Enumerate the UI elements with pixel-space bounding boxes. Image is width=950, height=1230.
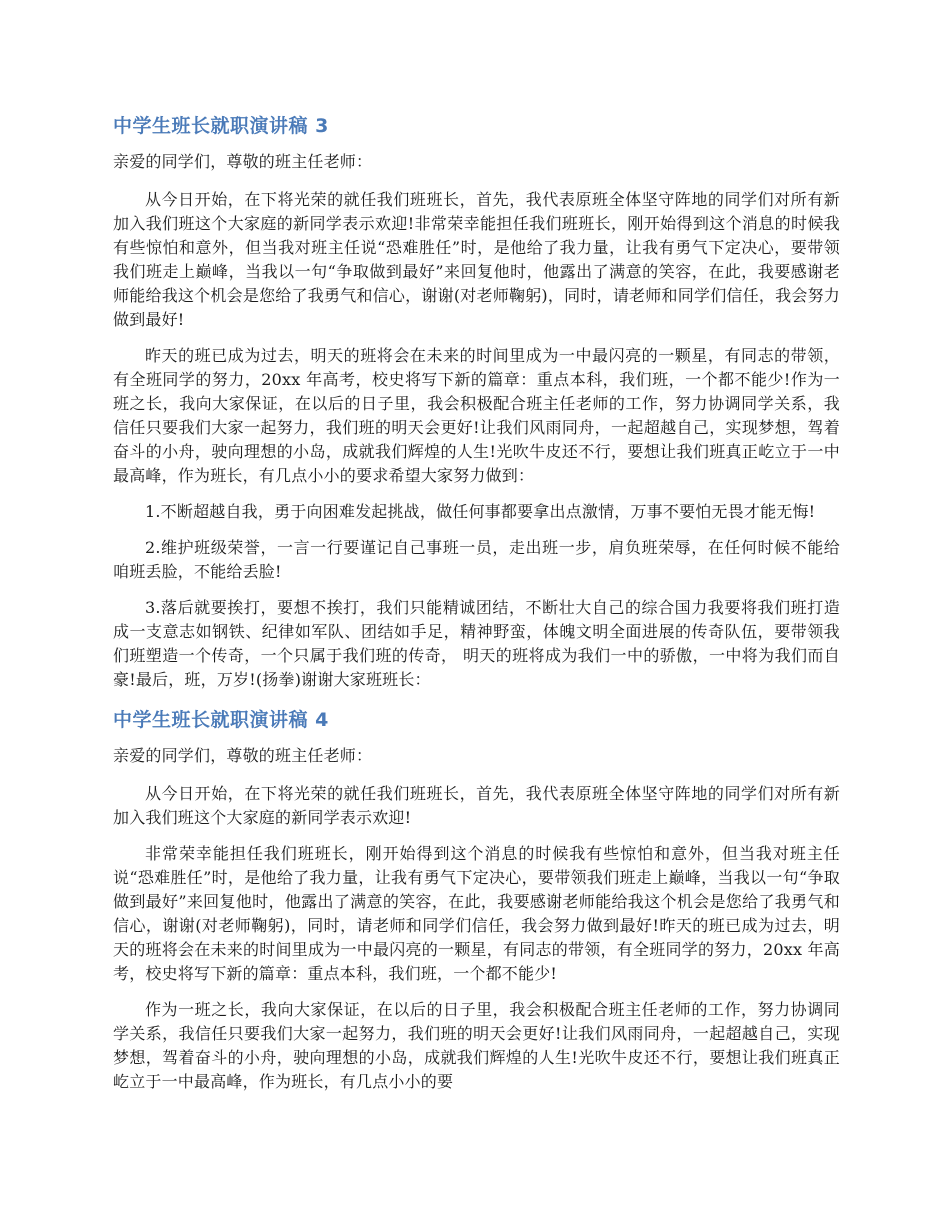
paragraph: 1.不断超越自我，勇于向困难发起挑战，做任何事都要拿出点激情，万事不要怕无畏才能无悔!	[145, 502, 816, 521]
document-page	[113, 112, 840, 1106]
paragraph: 2.维护班级荣誉，一言一行要谨记自己事班一员，走出班一步，肩负班荣辱，在任何时候不能给咱班丢脸，不能给丢脸!	[113, 538, 840, 581]
section-title: 中学生班长就职演讲稿 3	[113, 115, 329, 137]
paragraph: 从今日开始，在下将光荣的就任我们班班长，首先，我代表原班全体坚守阵地的同学们对所有新加入我们班这个大家庭的新同学表示欢迎!	[113, 784, 840, 827]
paragraph: 非常荣幸能担任我们班班长，刚开始得到这个消息的时候我有些惊怕和意外，但当我对班主任说“恐难胜任”时，是他给了我力量，让我有勇气下定决心，要带领我们班走上巅峰，当我以一句“争取做到最好”来回复他时，他露出了满意的笑容，在此，我要感谢老师能给我这个机会是您给了我勇气和信心，谢谢(对老师鞠躬)，同时，请老师和同学们信任，我会努力做到最好!昨天的班已成为过去，明天的班将会在未来的时间里成为一中最闪亮的一颗星，有同志的带领，有全班同学的努力，20xx 年高考，校史将写下新的篇章：重点本科，我们班，一个都不能少!	[113, 844, 840, 983]
paragraph: 作为一班之长，我向大家保证，在以后的日子里，我会积极配合班主任老师的工作，努力协调同学关系，我信任只要我们大家一起努力，我们班的明天会更好!让我们风雨同舟，一起超越自己，实现梦想，驾着奋斗的小舟，驶向理想的小岛，成就我们辉煌的人生!光吹牛皮还不行，要想让我们班真正屹立于一中最高峰，作为班长，有几点小小的要	[113, 1000, 840, 1091]
paragraph: 3.落后就要挨打，要想不挨打，我们只能精诚团结，不断壮大自己的综合国力我要将我们班打造成一支意志如钢铁、纪律如军队、团结如手足，精神野蛮，体魄文明全面进展的传奇队伍，要带领我们班塑造一个传奇，一个只属于我们班的传奇， 明天的班将成为我们一中的骄傲，一中将为我们而自豪!最后，班，万岁!(扬拳)谢谢大家班班长：	[113, 598, 840, 689]
speech-section-4	[113, 706, 840, 1094]
greeting: 亲爱的同学们，尊敬的班主任老师：	[113, 746, 373, 765]
greeting: 亲爱的同学们，尊敬的班主任老师：	[113, 152, 373, 171]
section-title: 中学生班长就职演讲稿 4	[113, 709, 329, 731]
paragraph: 从今日开始，在下将光荣的就任我们班班长，首先，我代表原班全体坚守阵地的同学们对所有新加入我们班这个大家庭的新同学表示欢迎!非常荣幸能担任我们班班长，刚开始得到这个消息的时候我有些惊怕和意外，但当我对班主任说“恐难胜任”时，是他给了我力量，让我有勇气下定决心，要带领我们班走上巅峰，当我以一句“争取做到最好”来回复他时，他露出了满意的笑容，在此，我要感谢老师能给我这个机会是您给了我勇气和信心，谢谢(对老师鞠躬)，同时，请老师和同学们信任，我会努力做到最好!	[113, 190, 840, 329]
paragraph: 昨天的班已成为过去，明天的班将会在未来的时间里成为一中最闪亮的一颗星，有同志的带领，有全班同学的努力，20xx 年高考，校史将写下新的篇章：重点本科，我们班，一个都不能少!作为一班之长，我向大家保证，在以后的日子里，我会积极配合班主任老师的工作，努力协调同学关系，我信任只要我们大家一起努力，我们班的明天会更好!让我们风雨同舟，一起超越自己，实现梦想，驾着奋斗的小舟，驶向理想的小岛，成就我们辉煌的人生!光吹牛皮还不行，要想让我们班真正屹立于一中最高峰，作为班长，有几点小小的要求希望大家努力做到：	[113, 346, 840, 485]
speech-section-3	[113, 112, 840, 692]
